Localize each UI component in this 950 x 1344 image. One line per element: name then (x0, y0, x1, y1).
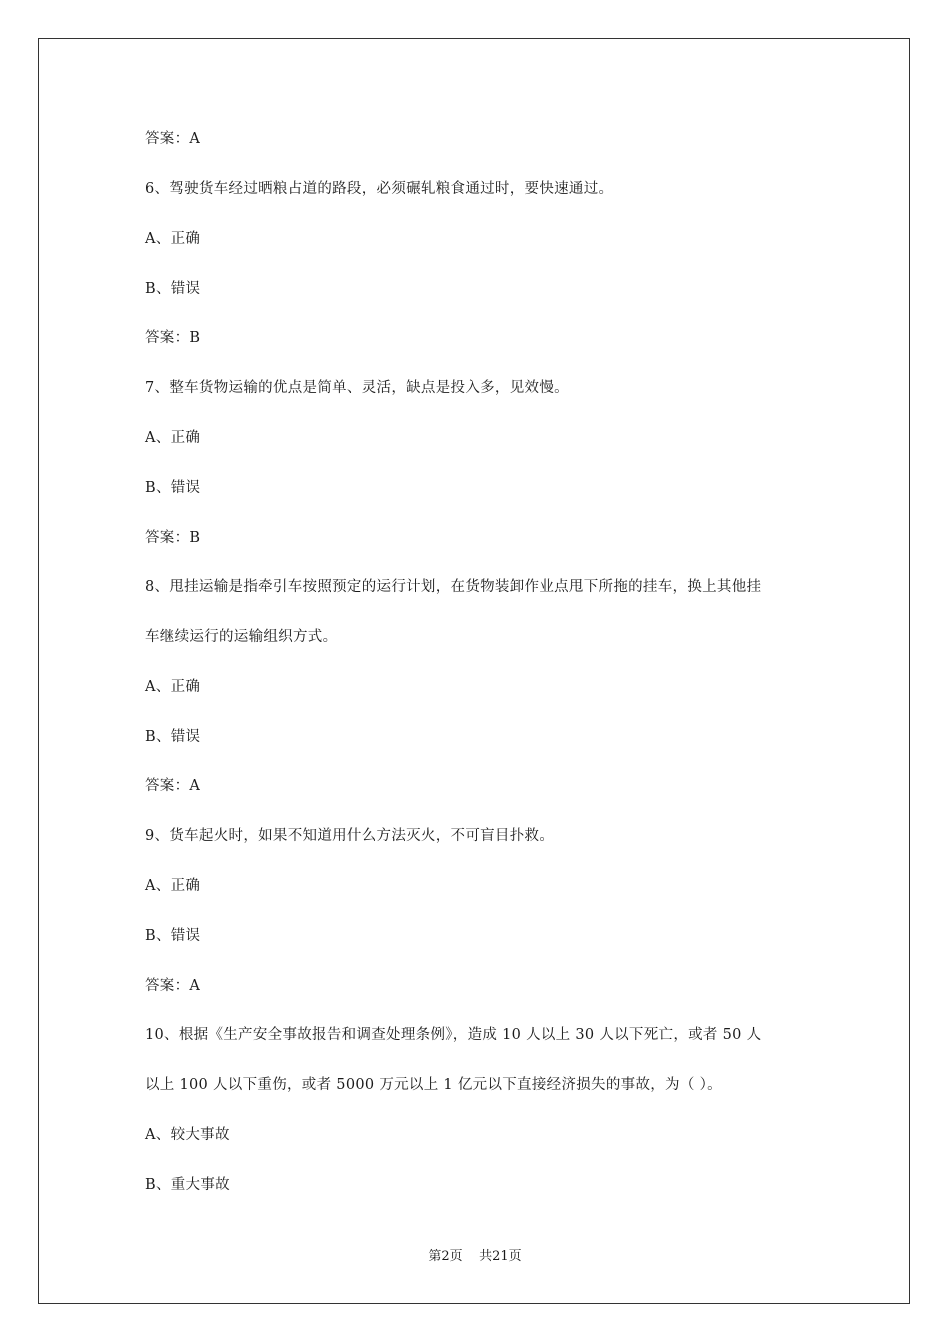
option-8a: A、正确 (145, 679, 201, 695)
page-border (38, 38, 910, 1304)
option-9b: B、错误 (145, 928, 201, 944)
option-9a: A、正确 (145, 878, 201, 894)
option-6b: B、错误 (145, 281, 201, 297)
question-8-line2: 车继续运行的运输组织方式。 (145, 629, 338, 645)
answer-5: 答案：A (145, 131, 201, 147)
option-10a: A、较大事故 (145, 1127, 230, 1143)
option-7a: A、正确 (145, 430, 201, 446)
page-number-footer: 第2页 共21页 (428, 1249, 522, 1264)
question-6: 6、驾驶货车经过晒粮占道的路段，必须碾轧粮食通过时，要快速通过。 (145, 181, 614, 197)
answer-7: 答案：B (145, 530, 201, 546)
option-8b: B、错误 (145, 729, 201, 745)
answer-6: 答案：B (145, 330, 201, 346)
question-7: 7、整车货物运输的优点是简单、灵活，缺点是投入多，见效慢。 (145, 380, 569, 396)
answer-9: 答案：A (145, 978, 201, 994)
question-10-line1: 10、根据《生产安全事故报告和调查处理条例》，造成 10 人以上 30 人以下死亡，或者 50 人 (145, 1027, 762, 1043)
question-10-line2: 以上 100 人以下重伤，或者 5000 万元以上 1 亿元以下直接经济损失的事故，为（ ）。 (145, 1077, 722, 1093)
option-6a: A、正确 (145, 231, 201, 247)
question-9: 9、货车起火时，如果不知道用什么方法灭火，不可盲目扑救。 (145, 828, 555, 844)
option-10b: B、重大事故 (145, 1177, 230, 1193)
option-7b: B、错误 (145, 480, 201, 496)
answer-8: 答案：A (145, 778, 201, 794)
question-8-line1: 8、甩挂运输是指牵引车按照预定的运行计划，在货物装卸作业点甩下所拖的挂车，换上其他挂 (145, 579, 762, 595)
